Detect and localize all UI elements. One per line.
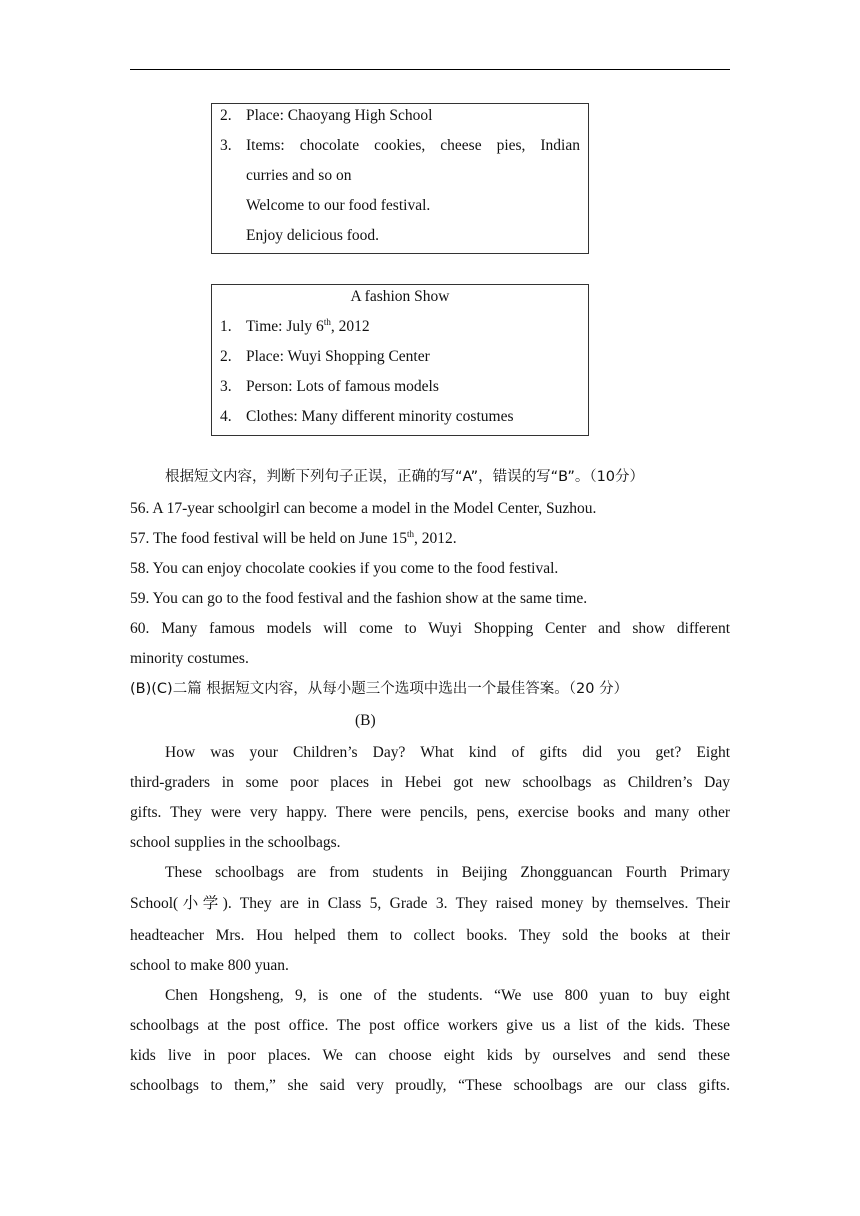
p3-line4: schoolbags to them,” she said very proudly, “These schoolbags are our class gifts. [130, 1077, 730, 1094]
question-56: 56. A 17-year schoolgirl can become a model in the Model Center, Suzhou. [130, 500, 597, 517]
question-57: 57. The food festival will be held on June 15th, 2012. [130, 528, 457, 547]
section-a-instruction: 根据短文内容，判断下列句子正误，正确的写“A”，错误的写“B”。（10分） [165, 469, 645, 485]
fashion-item-place: 2. Place: Wuyi Shopping Center [220, 348, 430, 365]
question-60-line2: minority costumes. [130, 650, 249, 667]
food-enjoy: Enjoy delicious food. [246, 227, 380, 244]
section-bc-instruction: (B)(C)二篇 根据短文内容，从每小题三个选项中选出一个最佳答案。（20 分） [130, 681, 629, 697]
fashion-item-time: 1. Time: July 6th, 2012 [220, 316, 370, 335]
passage-label: (B) [355, 712, 376, 729]
food-festival-box [211, 103, 589, 254]
question-58: 58. You can enjoy chocolate cookies if you come to the food festival. [130, 560, 559, 577]
question-60-line1: 60. Many famous models will come to Wuyi Shopping Center and show different [130, 620, 730, 637]
p1-line3: gifts. They were very happy. There were pencils, pens, exercise books and many other [130, 804, 730, 821]
food-item-items: 3. Items: chocolate cookies, cheese pies, Indian [220, 137, 580, 154]
food-item-continuation: curries and so on [246, 167, 352, 184]
p1-line2: third-graders in some poor places in Hebei got new schoolbags as Children’s Day [130, 774, 730, 791]
food-item-place: 2. Place: Chaoyang High School [220, 107, 433, 124]
p1-line1: How was your Children’s Day? What kind of gifts did you get? Eight [165, 744, 730, 761]
fashion-show-box [211, 284, 589, 436]
p2-line1: These schoolbags are from students in Beijing Zhongguancan Fourth Primary [165, 864, 730, 881]
p2-line3: headteacher Mrs. Hou helped them to collect books. They sold the books at their [130, 927, 730, 944]
p2-line4: school to make 800 yuan. [130, 957, 289, 974]
p1-line4: school supplies in the schoolbags. [130, 834, 341, 851]
fashion-item-clothes: 4. Clothes: Many different minority costumes [220, 408, 514, 425]
p2-line2: School(小学). They are in Class 5, Grade 3. They raised money by themselves. Their [130, 895, 730, 912]
question-59: 59. You can go to the food festival and the fashion show at the same time. [130, 590, 588, 607]
food-welcome: Welcome to our food festival. [246, 197, 431, 214]
header-rule [130, 69, 730, 70]
p3-line2: schoolbags at the post office. The post office workers give us a list of the kids. These [130, 1017, 730, 1034]
p3-line3: kids live in poor places. We can choose eight kids by ourselves and send these [130, 1047, 730, 1064]
fashion-show-title: A fashion Show [350, 288, 450, 305]
p3-line1: Chen Hongsheng, 9, is one of the students. “We use 800 yuan to buy eight [165, 987, 730, 1004]
fashion-item-person: 3. Person: Lots of famous models [220, 378, 439, 395]
